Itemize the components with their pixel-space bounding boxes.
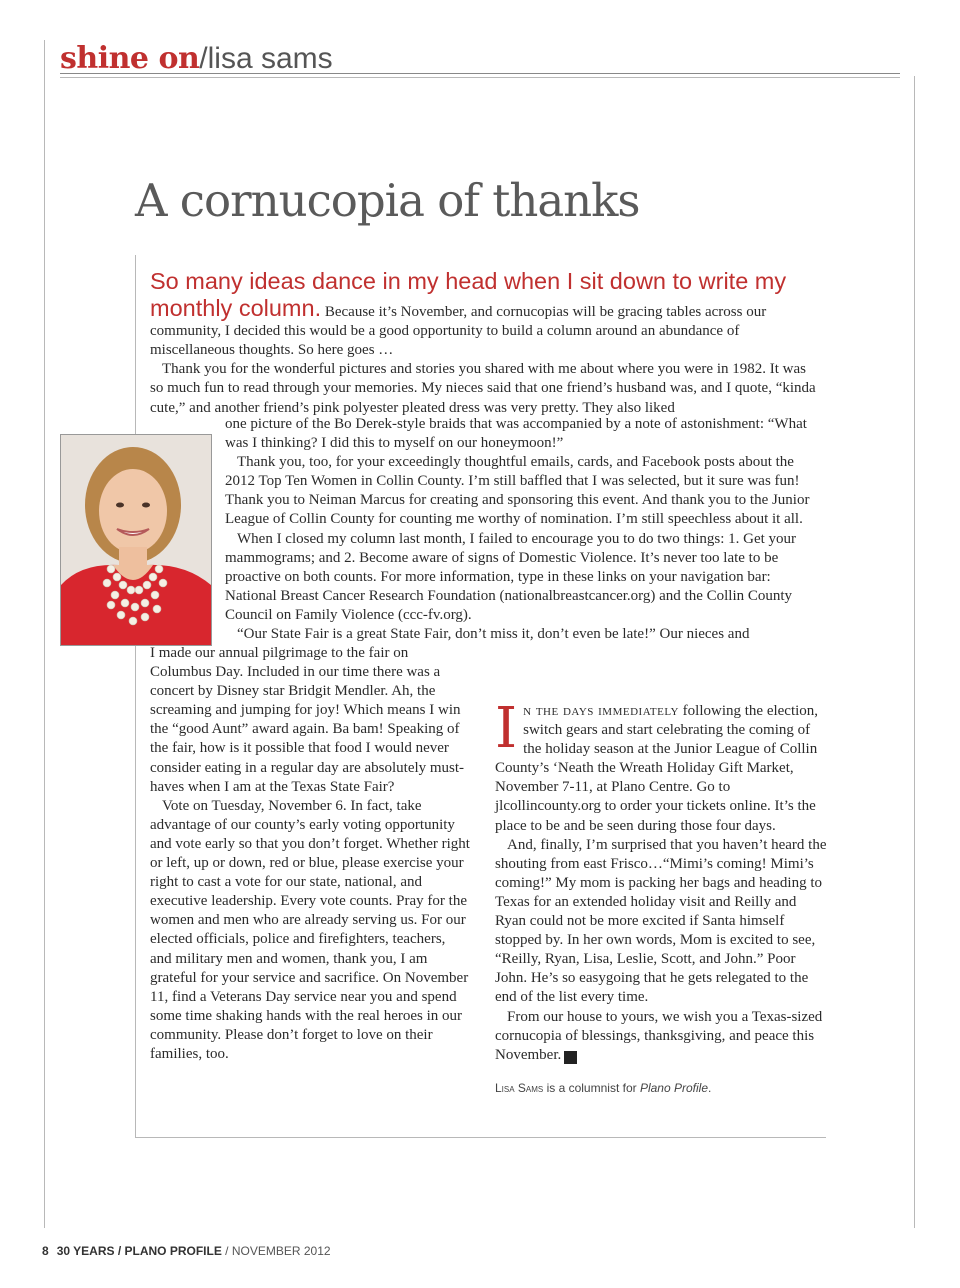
paragraph: When I closed my column last month, I failed to encourage you to do two things: 1. Get your mammograms; and 2. Become aware of signs of Domestic Violence. It’s never too late to be proactive on both counts. For more information, type in these links on your navigation bar: National Breast Cancer Research Foundation (nationalbreastcancer.org) and the Collin County Council on Family Violence (ccc-fv.org). — [225, 530, 797, 623]
author-portrait-image — [61, 435, 211, 645]
author-bio — [495, 1079, 828, 1098]
bio-publication: Plano Profile — [639, 1080, 708, 1095]
section-slash: / — [199, 42, 208, 75]
photo-wrap-text — [225, 415, 815, 644]
drop-cap: I — [495, 696, 518, 761]
section-author: lisa sams — [207, 42, 333, 75]
left-margin-rule — [44, 40, 45, 1228]
lead-text: Because it’s November, and cornucopias will be gracing tables across our community, I decided this would be a good opportunity to build a column around an abundance of miscellaneous thoughts. So here goes … — [150, 304, 767, 359]
paragraph: Vote on Tuesday, November 6. In fact, take advantage of our county’s early voting opportunity and vote early so that you don’t forget. Whether right or left, up or down, red or blue, please exercise your right to cast a vote for our state, national, and executive leadership. Every vote counts. Pray for the women and men who are already serving us. For our elected officials, police and firefighters, teachers, and military men and women, thank you, I am grateful for your service and sacrifice. On November 11, find a Veterans Day service near you and spend some time shaking hands with the real heroes in our community. Please don’t forget to love on their families, too. — [150, 797, 470, 1062]
paragraph: Thank you for the wonderful pictures and stories you shared with me about where you were in 1982. It was so much fun to read through your memories. My nieces said that one friend’s husband was, and I quote, “kinda cute,” and another friend’s pink polyester pleated dress was very pretty. They also liked — [150, 361, 816, 416]
paragraph: And, finally, I’m surprised that you haven’t heard the shouting from east Frisco…“Mimi’s coming! Mimi’s coming!” My mom is packing her bags and heading to Texas for an extended holiday visit and Reilly and Ryan could not be more excited if Santa himself stopped by. In her own words, Mom is excited to see, “Reilly, Ryan, Lisa, Leslie, Scott, and John.” Poor John. He’s so easygoing that he gets relegated to the end of the list every time. — [495, 836, 827, 1006]
article-title: A cornucopia of thanks — [135, 174, 640, 227]
article-lead — [150, 268, 822, 418]
right-margin-rule — [914, 76, 915, 1228]
small-caps-lead: n the days immediately — [523, 703, 679, 719]
author-photo — [60, 434, 212, 646]
lead-paragraph — [150, 268, 822, 360]
bio-period: . — [708, 1080, 712, 1095]
paragraph: Thank you, too, for your exceedingly thoughtful emails, cards, and Facebook posts about the 2012 Top Ten Women in Collin County. I’m still baffled that I was selected, but it sure was fun! Thank you to Neiman Marcus for creating and sponsoring this event. And thank you to the Junior League of Collin County for counting me worthy of nomination. I’m still speechless about it all. — [225, 454, 810, 528]
paragraph: one picture of the Bo Derek-style braids that was accompanied by a note of astonishment: “What was I thinking? I did this to myself on our honeymoon!” — [225, 416, 807, 452]
footer-date: / NOVEMBER 2012 — [221, 1244, 331, 1258]
paragraph: “Our State Fair is a great State Fair, don’t miss it, don’t even be late!” Our nieces and — [237, 626, 750, 643]
paragraph: I made our annual pilgrimage to the fair on Columbus Day. Included in our time there was a concert by Disney star Bridgit Mendler. Ah, the screaming and jumping for joy! Which means I win the “good Aunt” award again. Ba bam! Speaking of the fair, how is it possible that food I would never consider eating in a regular day are absolutely must-haves when I am at the Texas State Fair? — [150, 645, 465, 795]
paragraph — [495, 696, 828, 836]
lead-highlight: So many ideas dance in my head when I sit down to write my monthly column. — [150, 268, 787, 322]
closing-text: From our house to yours, we wish you a Texas-sized cornucopia of blessings, thanksgiving, and peace this November. — [495, 1008, 823, 1063]
page-number: 8 — [42, 1244, 49, 1258]
left-column — [150, 644, 470, 1064]
paragraph-text: following the election, switch gears and start celebrating the coming of the holiday season at the Junior League of Collin County’s ‘Neath the Wreath Holiday Gift Market, November 7-11, at Plano Centre. Go to jlcollincounty.org to order your tickets online. It’s the place to be and be seen during those four days. — [495, 703, 819, 834]
end-mark-icon: p — [564, 1051, 577, 1064]
section-name: shine on — [60, 41, 200, 76]
bio-text: is a columnist for — [543, 1080, 640, 1095]
page-footer — [42, 1244, 331, 1258]
paragraph — [495, 1008, 828, 1065]
footer-publication: 30 YEARS / PLANO PROFILE — [56, 1244, 222, 1258]
right-column — [495, 696, 828, 1098]
section-header — [60, 40, 333, 78]
bio-name: Lisa Sams — [495, 1080, 544, 1095]
